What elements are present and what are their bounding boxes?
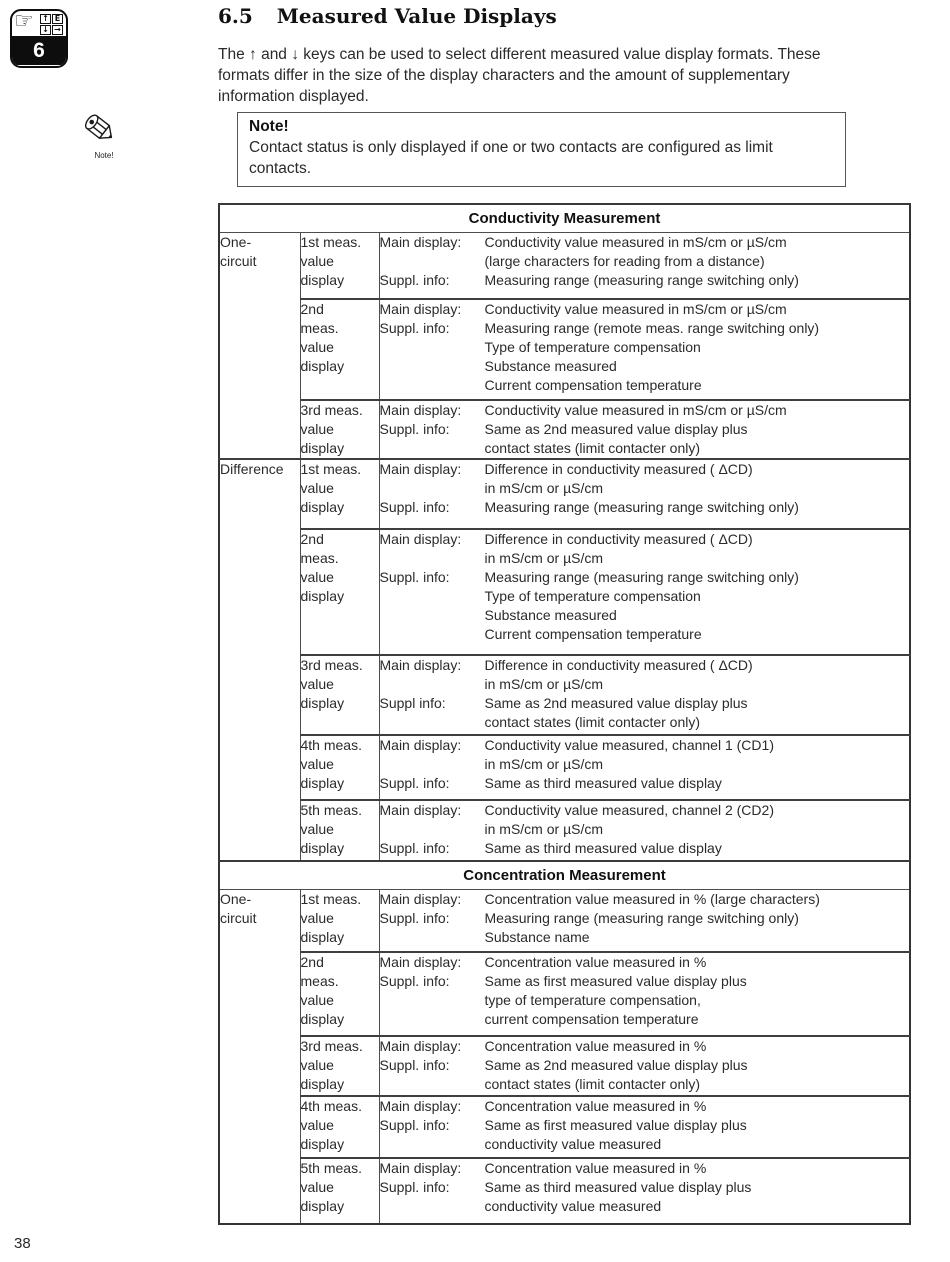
field-text: Same as 2nd measured value display plus — [484, 694, 748, 711]
group-label-line: circuit — [220, 253, 257, 269]
row-label-line: display — [300, 1136, 345, 1152]
table-row — [219, 800, 910, 861]
keypad-illustration — [12, 11, 66, 36]
content-line — [380, 991, 910, 1010]
group-label-line: One- — [220, 890, 252, 907]
row-label-line: value — [300, 253, 334, 269]
row-label-line: 3rd meas. — [300, 1038, 363, 1054]
table-row — [219, 400, 910, 459]
content-line — [380, 801, 910, 820]
row-label-line: meas. — [300, 549, 339, 566]
field-label: Suppl. info: — [379, 1057, 450, 1073]
field-label: Suppl. info: — [379, 973, 450, 989]
row-label-line: display — [300, 498, 345, 515]
content-line — [380, 625, 910, 644]
field-text: Type of temperature compensation — [484, 338, 701, 355]
table-row — [219, 1158, 910, 1224]
group-label-line: Difference — [220, 460, 284, 477]
row-label-cell — [300, 655, 379, 735]
row-label-line: value — [300, 1057, 334, 1073]
row-label-cell — [300, 529, 379, 655]
table-row — [219, 233, 910, 299]
row-label-line: 5th meas. — [300, 801, 362, 818]
row-label-line: display — [300, 272, 345, 288]
field-label — [380, 820, 485, 839]
field-text: Measuring range (measuring range switching only) — [484, 909, 799, 926]
intro-line: information displayed. — [218, 88, 369, 105]
content-line — [380, 252, 910, 271]
row-label-cell — [300, 400, 379, 459]
field-label: Suppl. info: — [379, 319, 450, 336]
field-text: Conductivity value measured in mS/cm or µS/cm — [484, 401, 787, 418]
row-label-line: 2nd — [300, 530, 324, 547]
content-line — [380, 587, 910, 606]
field-text: type of temperature compensation, — [484, 992, 701, 1008]
content-line — [380, 694, 910, 713]
enter-key-icon: E — [52, 14, 63, 24]
page-title: Measured Value Displays — [276, 4, 557, 28]
row-label-line: value — [300, 675, 334, 692]
row-label-line: value — [300, 909, 334, 926]
content-line — [380, 498, 910, 517]
table-row — [219, 655, 910, 735]
row-label-line: 4th meas. — [300, 736, 362, 753]
row-label-cell — [300, 459, 379, 529]
field-label: Suppl. info: — [379, 568, 450, 585]
field-text: Same as first measured value display plus — [484, 973, 747, 989]
field-label: Main display: — [379, 460, 462, 477]
content-line — [380, 439, 910, 458]
field-label: Main display: — [379, 530, 462, 547]
row-label-cell — [300, 1158, 379, 1224]
field-label: Main display: — [379, 401, 462, 418]
field-label: Main display: — [379, 890, 462, 907]
row-label-line: value — [300, 568, 334, 585]
row-label-line: value — [300, 820, 334, 837]
row-label-line: meas. — [300, 973, 339, 989]
group-label-line: One- — [220, 234, 252, 250]
row-label-line: display — [300, 357, 345, 374]
field-label — [380, 1075, 485, 1094]
table-row — [219, 1096, 910, 1158]
field-text: Concentration value measured in % — [484, 1038, 707, 1054]
note-box-line: contacts. — [249, 160, 312, 177]
row-label-cell — [300, 735, 379, 800]
table-row — [219, 889, 910, 952]
note-box-line: Contact status is only displayed if one or two contacts are configured as limit — [249, 139, 773, 156]
field-text: Type of temperature compensation — [484, 587, 701, 604]
intro-line: The ↑ and ↓ keys can be used to select different measured value display formats. These — [218, 46, 821, 63]
content-line — [380, 420, 910, 439]
row-label-line: value — [300, 992, 334, 1008]
content-line — [380, 1197, 910, 1216]
field-label: Main display: — [379, 656, 462, 673]
field-text: Conductivity value measured in mS/cm or µS/cm — [484, 234, 787, 250]
field-text: Measuring range (measuring range switching only) — [484, 568, 799, 585]
note-box-title: Note! — [249, 118, 289, 135]
field-text: conductivity value measured — [484, 1198, 662, 1214]
field-label — [380, 991, 485, 1010]
row-label-cell — [300, 1036, 379, 1096]
field-label: Suppl. info: — [379, 774, 450, 791]
field-text: Measuring range (remote meas. range switching only) — [484, 319, 820, 336]
field-label: Main display: — [379, 801, 462, 818]
key-grid — [40, 14, 63, 35]
field-label — [380, 479, 485, 498]
section-header: Concentration Measurement — [219, 861, 910, 890]
row-content-cell — [379, 800, 910, 861]
row-label-line: display — [300, 439, 345, 456]
field-label — [380, 587, 485, 606]
field-text: in mS/cm or µS/cm — [484, 479, 604, 496]
field-label: Suppl. info: — [379, 909, 450, 926]
row-label-cell — [300, 952, 379, 1036]
content-line — [380, 376, 910, 395]
content-line — [380, 774, 910, 793]
row-content-cell — [379, 655, 910, 735]
intro-paragraph — [218, 44, 924, 107]
row-label-line: 1st meas. — [300, 234, 362, 250]
field-text: Difference in conductivity measured ( ΔCD) — [484, 656, 753, 673]
measured-value-table — [218, 203, 911, 1225]
pointing-hand-icon: ☞ — [14, 9, 34, 34]
group-label-cell — [219, 889, 300, 1224]
table-row — [219, 952, 910, 1036]
field-text: Conductivity value measured, channel 2 (CD2) — [484, 801, 774, 818]
field-label — [380, 675, 485, 694]
content-line — [380, 909, 910, 928]
note-box — [237, 112, 846, 187]
content-line — [380, 1159, 910, 1178]
field-label: Main display: — [379, 954, 462, 970]
content-line — [380, 1097, 910, 1116]
content-line — [380, 1037, 910, 1056]
field-text: (large characters for reading from a distance) — [484, 253, 765, 269]
field-label: Suppl. info: — [379, 272, 450, 288]
group-label-cell — [219, 233, 300, 459]
row-label-line: display — [300, 1076, 345, 1092]
content-line — [380, 953, 910, 972]
field-text: Same as third measured value display — [484, 839, 722, 856]
field-label — [380, 252, 485, 271]
field-text: Same as third measured value display — [484, 774, 722, 791]
row-label-line: meas. — [300, 319, 339, 336]
field-label — [380, 606, 485, 625]
field-label: Main display: — [379, 1038, 462, 1054]
row-label-line: 1st meas. — [300, 890, 362, 907]
chapter-number: 6 — [12, 36, 66, 65]
content-line — [380, 1178, 910, 1197]
field-label: Main display: — [379, 300, 462, 317]
intro-line: formats differ in the size of the display characters and the amount of supplementary — [218, 67, 790, 84]
content-line — [380, 568, 910, 587]
group-label-cell — [219, 459, 300, 861]
field-label — [380, 376, 485, 395]
row-label-line: 2nd — [300, 300, 324, 317]
up-arrow-key-icon: ↑ — [40, 14, 51, 24]
content-line — [380, 357, 910, 376]
content-line — [380, 839, 910, 858]
row-label-line: 4th meas. — [300, 1098, 362, 1114]
content-line — [380, 820, 910, 839]
field-text: in mS/cm or µS/cm — [484, 675, 604, 692]
field-text: in mS/cm or µS/cm — [484, 549, 604, 566]
row-label-line: display — [300, 839, 345, 856]
field-text: Conductivity value measured, channel 1 (CD1) — [484, 736, 774, 753]
content-line — [380, 675, 910, 694]
field-label — [380, 357, 485, 376]
content-line — [380, 890, 910, 909]
row-content-cell — [379, 1158, 910, 1224]
table-row — [219, 459, 910, 529]
row-label-line: 3rd meas. — [300, 656, 363, 673]
row-label-cell — [300, 299, 379, 400]
field-text: in mS/cm or µS/cm — [484, 820, 604, 837]
field-label: Suppl. info: — [379, 1179, 450, 1195]
row-content-cell — [379, 233, 910, 299]
row-label-line: display — [300, 694, 345, 711]
field-text: Substance measured — [484, 357, 617, 374]
page-number: 38 — [14, 1235, 31, 1252]
field-label — [380, 1197, 485, 1216]
content-line — [380, 530, 910, 549]
field-label — [380, 439, 485, 458]
field-text: contact states (limit contacter only) — [484, 1076, 701, 1092]
content-line — [380, 606, 910, 625]
content-line — [380, 233, 910, 252]
field-text: Substance name — [484, 928, 590, 945]
row-content-cell — [379, 735, 910, 800]
row-label-line: value — [300, 1179, 334, 1195]
down-arrow-key-icon: ↓ — [40, 25, 51, 35]
field-label: Suppl. info: — [379, 498, 450, 515]
field-label — [380, 755, 485, 774]
row-content-cell — [379, 1036, 910, 1096]
field-text: Same as 2nd measured value display plus — [484, 1057, 748, 1073]
content-line — [380, 300, 910, 319]
table-row — [219, 529, 910, 655]
field-text: Concentration value measured in % (large characters) — [484, 890, 820, 907]
row-label-line: display — [300, 1011, 345, 1027]
field-text: Concentration value measured in % — [484, 954, 707, 970]
field-label — [380, 928, 485, 947]
field-label — [380, 713, 485, 732]
field-text: contact states (limit contacter only) — [484, 439, 701, 456]
row-label-cell — [300, 889, 379, 952]
field-text: current compensation temperature — [484, 1011, 699, 1027]
note-icon-caption: Note! — [94, 151, 114, 160]
field-label: Suppl. info: — [379, 420, 450, 437]
row-label-line: display — [300, 928, 345, 945]
row-label-line: 2nd — [300, 954, 324, 970]
table-row — [219, 1036, 910, 1096]
row-label-line: display — [300, 587, 345, 604]
row-label-line: 5th meas. — [300, 1160, 362, 1176]
field-label: Main display: — [379, 1098, 462, 1114]
row-label-line: value — [300, 755, 334, 772]
content-line — [380, 1135, 910, 1154]
content-line — [380, 972, 910, 991]
row-label-line: 1st meas. — [300, 460, 362, 477]
field-text: conductivity value measured — [484, 1136, 662, 1152]
row-content-cell — [379, 299, 910, 400]
field-text: Substance measured — [484, 606, 617, 623]
content-line — [380, 656, 910, 675]
field-text: Concentration value measured in % — [484, 1160, 707, 1176]
content-line — [380, 755, 910, 774]
field-text: Concentration value measured in % — [484, 1098, 707, 1114]
row-label-line: 3rd meas. — [300, 401, 363, 418]
row-content-cell — [379, 459, 910, 529]
table-row — [219, 299, 910, 400]
content-line — [380, 1075, 910, 1094]
content-line — [380, 401, 910, 420]
group-label-line: circuit — [220, 909, 257, 926]
section-header-row — [219, 861, 910, 890]
content-line — [380, 319, 910, 338]
row-label-line: value — [300, 1117, 334, 1133]
field-label — [380, 1010, 485, 1029]
field-text: Same as 2nd measured value display plus — [484, 420, 748, 437]
row-content-cell — [379, 889, 910, 952]
field-label — [380, 338, 485, 357]
row-label-cell — [300, 800, 379, 861]
field-text: Same as third measured value display plus — [484, 1179, 752, 1195]
field-label: Suppl info: — [379, 694, 446, 711]
row-label-line: display — [300, 774, 345, 791]
section-number: 6.5 — [218, 4, 253, 28]
chapter-badge — [10, 9, 68, 68]
section-header-row — [219, 204, 910, 233]
row-content-cell — [379, 1096, 910, 1158]
field-label: Main display: — [379, 1160, 462, 1176]
row-label-cell — [300, 233, 379, 299]
content-line — [380, 338, 910, 357]
content-line — [380, 928, 910, 947]
right-arrow-key-icon: → — [52, 25, 63, 35]
content-line — [380, 736, 910, 755]
measured-value-table-body — [219, 204, 910, 1224]
content-line — [380, 271, 910, 290]
content-line — [380, 713, 910, 732]
content-line — [380, 549, 910, 568]
content-line — [380, 1116, 910, 1135]
content-line — [380, 1056, 910, 1075]
field-label — [380, 549, 485, 568]
field-text: Conductivity value measured in mS/cm or µS/cm — [484, 300, 787, 317]
field-label — [380, 1135, 485, 1154]
field-label — [380, 625, 485, 644]
row-label-line: value — [300, 479, 334, 496]
field-label: Main display: — [379, 736, 462, 753]
row-content-cell — [379, 952, 910, 1036]
field-label: Suppl. info: — [379, 839, 450, 856]
content-line — [380, 479, 910, 498]
field-text: Current compensation temperature — [484, 376, 702, 393]
row-label-line: value — [300, 338, 334, 355]
row-label-line: display — [300, 1198, 345, 1214]
row-content-cell — [379, 400, 910, 459]
content-line — [380, 460, 910, 479]
field-label: Suppl. info: — [379, 1117, 450, 1133]
row-content-cell — [379, 529, 910, 655]
field-text: contact states (limit contacter only) — [484, 713, 701, 730]
field-text: Difference in conductivity measured ( ΔCD) — [484, 460, 753, 477]
table-row — [219, 735, 910, 800]
field-text: in mS/cm or µS/cm — [484, 755, 604, 772]
field-text: Measuring range (measuring range switching only) — [484, 272, 799, 288]
row-label-cell — [300, 1096, 379, 1158]
content-line — [380, 1010, 910, 1029]
field-label: Main display: — [379, 234, 462, 250]
row-label-line: value — [300, 420, 334, 437]
field-text: Current compensation temperature — [484, 625, 702, 642]
field-text: Same as first measured value display plus — [484, 1117, 747, 1133]
field-text: Measuring range (measuring range switching only) — [484, 498, 799, 515]
field-text: Difference in conductivity measured ( ΔCD) — [484, 530, 753, 547]
section-header: Conductivity Measurement — [219, 204, 910, 233]
section-heading — [218, 4, 557, 28]
